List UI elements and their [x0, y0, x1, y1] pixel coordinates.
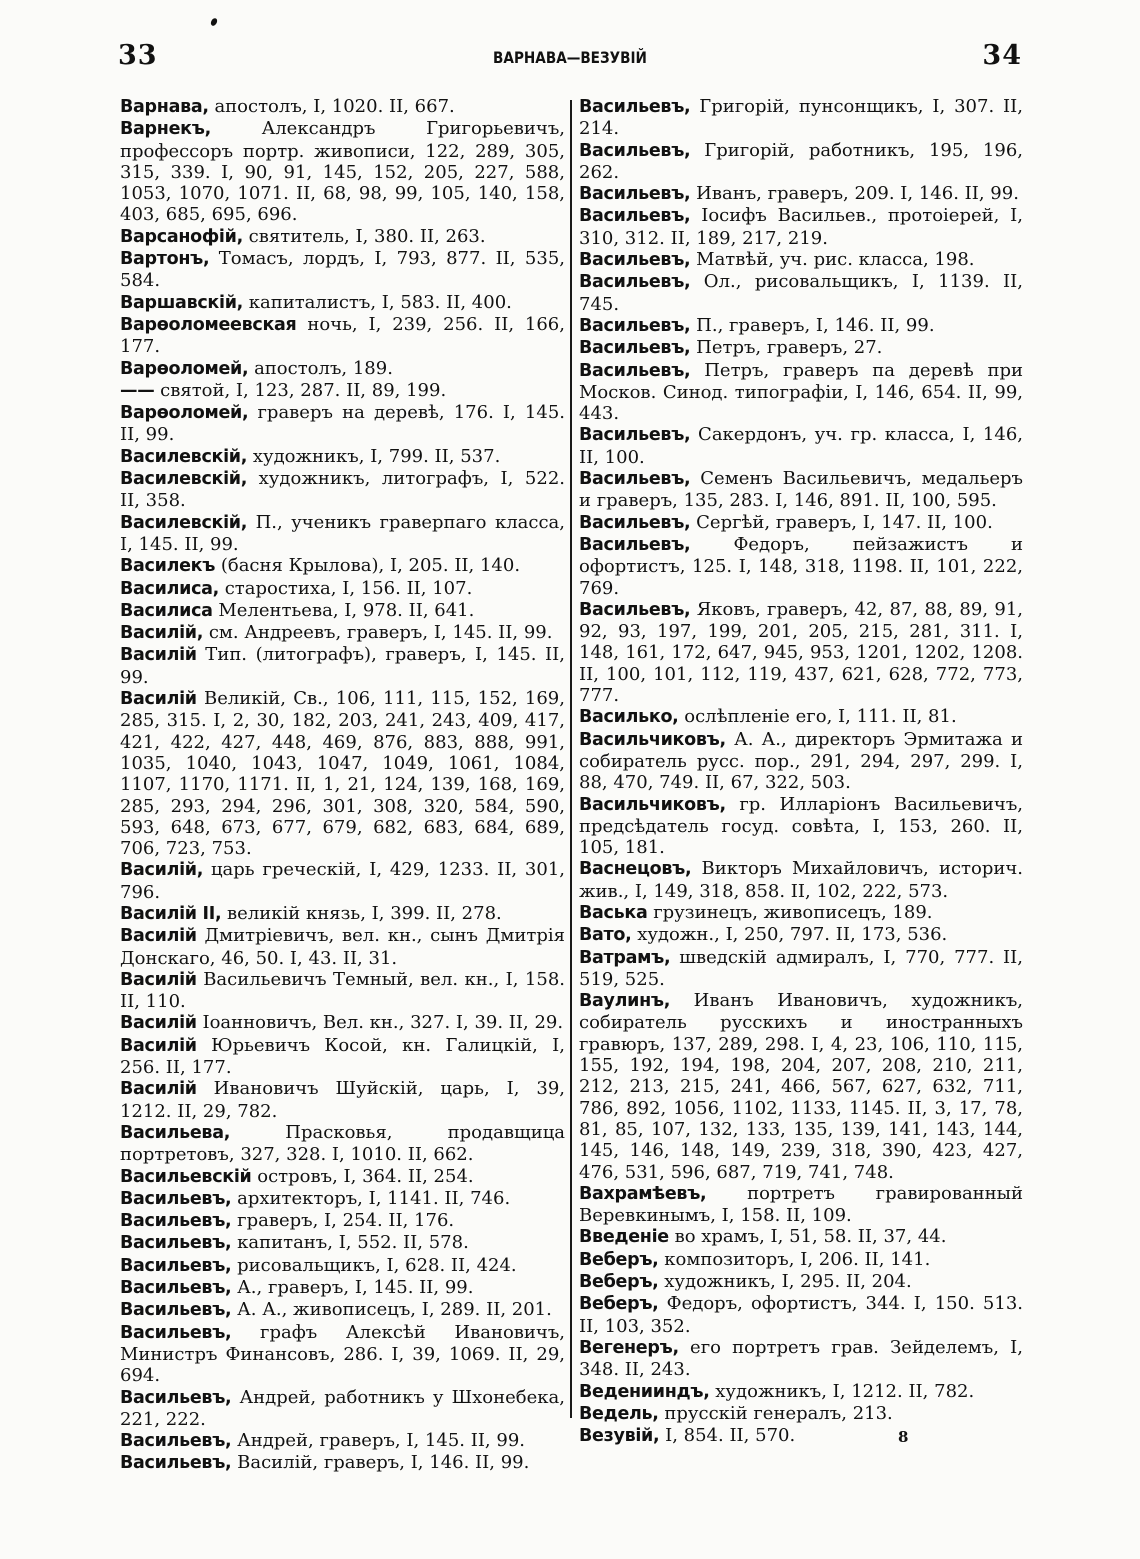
entry-headword: Василій: [120, 1079, 197, 1100]
entry-headword: Васильевъ,: [579, 534, 691, 555]
entry-headword: Варнекъ,: [120, 119, 211, 140]
entry-text: Петръ, граверъ па деревѣ при Москов. Синод. типографіи, I, 146, 654. II, 99, 443.: [579, 359, 1023, 425]
signature-mark: 8: [898, 1428, 909, 1446]
entry-text: великій князь, I, 399. II, 278.: [221, 902, 502, 924]
entry-headword: Васильевъ,: [120, 1233, 232, 1254]
entry-headword: Васнецовъ,: [579, 859, 692, 880]
entry-text: Іосифъ Васильев., протоіерей, I, 310, 312. II, 189, 217, 219.: [579, 205, 1023, 249]
index-entry: [98, 118, 565, 225]
entry-headword: Васильевъ,: [579, 338, 691, 359]
entry-headword: Васька: [579, 902, 648, 923]
entry-text: А., граверъ, I, 145. II, 99.: [231, 1277, 474, 1299]
index-entry: [98, 358, 565, 380]
right-column: [579, 96, 1023, 1447]
entry-text: Иванъ Ивановичъ, художникъ, собиратель русскихъ и иностранныхъ гравюръ, 137, 289, 298. I, 4, 23, 106, 110, 115, 155, 192, 194, 198, 204, 207, 208, 210, 211, 212, 213, 215, 241, 466, 567, 627, 632, 711, 786, 892, 1056, 1102, 1133, 1145. II, 3, 17, 78, 81, 85, 107, 132, 133, 135, 139, 141, 143, 144, 145, 146, 148, 149, 239, 318, 390, 423, 427, 476, 531, 596, 687, 719, 741, 748.: [579, 990, 1023, 1183]
entry-headword: Василевскій,: [120, 469, 248, 490]
entry-text: Григорій, пунсонщикъ, I, 307. II, 214.: [579, 96, 1023, 140]
entry-text: Дмитріевичъ, вел. кн., сынъ Дмитрія Донскаго, 46, 50. I, 43. II, 31.: [120, 925, 565, 969]
entry-text: Тип. (литографъ), граверъ, I, 145. II, 99.: [120, 644, 565, 688]
entry-headword: Вартонъ,: [120, 249, 210, 270]
entry-text: грузинецъ, живописецъ, 189.: [647, 901, 933, 923]
entry-headword: Варѳоломей,: [120, 358, 249, 379]
entry-headword: Василиса: [120, 600, 213, 621]
entry-text: Федоръ, офортистъ, 344. I, 150. 513. II, 103, 352.: [579, 1293, 1023, 1337]
index-entry: [98, 1078, 565, 1122]
entry-text: художникъ, I, 799. II, 537.: [247, 445, 501, 467]
index-entry: [98, 248, 565, 292]
entry-text: см. Андреевъ, граверъ, I, 145. II, 99.: [203, 622, 553, 644]
entry-text: Андрей, граверъ, I, 145. II, 99.: [231, 1430, 526, 1452]
entry-headword: Веберъ,: [579, 1249, 659, 1270]
entry-headword: Василій: [120, 645, 197, 666]
entry-headword: Варшавскій,: [120, 292, 244, 313]
entry-text: художникъ, литографъ, I, 522. II, 358.: [120, 468, 565, 512]
entry-text: А. А., живописецъ, I, 289. II, 201.: [231, 1299, 552, 1321]
index-entry: [557, 794, 1023, 859]
entry-headword: Васильевъ,: [120, 1322, 232, 1343]
index-entry: [98, 1012, 565, 1034]
index-entry: [98, 1277, 565, 1299]
entry-headword: Васильевъ,: [579, 206, 691, 227]
index-entry: [557, 249, 1023, 271]
entry-text: Великій, Св., 106, 111, 115, 152, 169, 285, 315. I, 2, 30, 182, 203, 241, 243, 409, 417, 421, 422, 427, 448, 469, 876, 883, 888, 991, 1035, 1040, 1043, 1047, 1049, 1061, 1084, 1107, 1170, 1171. II, 1, 21, 124, 139, 168, 169, 285, 293, 294, 296, 301, 308, 320, 584, 590, 593, 648, 673, 677, 679, 682, 683, 684, 689, 706, 723, 753.: [120, 688, 565, 860]
entry-headword: Васильевъ,: [120, 1188, 232, 1209]
entry-headword: Васильевъ,: [579, 184, 691, 205]
entry-headword: Василій: [120, 969, 197, 990]
index-entry: [98, 1188, 565, 1210]
index-entry: [557, 902, 1023, 924]
entry-text: художникъ, I, 1212. II, 782.: [709, 1380, 975, 1402]
entry-headword: Васильевъ,: [120, 1278, 232, 1299]
entry-headword: Василій,: [120, 860, 204, 881]
entry-text: граверъ на деревѣ, 176. I, 145. II, 99.: [120, 402, 565, 446]
entry-headword: ——: [120, 380, 155, 401]
entry-headword: Васильевъ,: [120, 1211, 232, 1232]
index-entry: [98, 446, 565, 468]
index-entry: [98, 1452, 565, 1474]
entry-text: I, 854. II, 570.: [659, 1425, 796, 1447]
entry-text: композиторъ, I, 206. II, 141.: [658, 1248, 931, 1270]
index-entry: [557, 512, 1023, 534]
entry-headword: Васильевъ,: [120, 1387, 232, 1408]
entry-headword: Васильчиковъ,: [579, 794, 726, 815]
index-entry: [98, 969, 565, 1013]
entry-headword: Васильевъ,: [579, 250, 691, 271]
entry-headword: Василій: [120, 689, 197, 710]
index-entry: [557, 534, 1023, 599]
entry-text: капитанъ, I, 552. II, 578.: [231, 1232, 469, 1254]
entry-headword: Васильчиковъ,: [579, 729, 726, 750]
index-entry: [98, 1035, 565, 1079]
entry-headword: Васильевъ,: [120, 1453, 232, 1474]
entry-headword: Васильевъ,: [579, 512, 691, 533]
entry-text: Ивановичъ Шуйскій, царь, I, 39, 1212. II, 29, 782.: [120, 1078, 565, 1122]
index-entry: [557, 924, 1023, 946]
index-entry: [557, 205, 1023, 249]
entry-text: Сергѣй, граверъ, I, 147. II, 100.: [690, 511, 993, 533]
index-entry: [98, 1210, 565, 1232]
entry-text: во храмъ, I, 51, 58. II, 37, 44.: [668, 1226, 947, 1248]
entry-text: Прасковья, продавщица портретовъ, 327, 328. I, 1010. II, 662.: [120, 1121, 565, 1166]
ink-spot: [210, 17, 219, 27]
index-entry: [98, 1430, 565, 1452]
index-entry: [98, 380, 565, 402]
entry-text: Викторъ Михайловичъ, историч. жив., I, 149, 318, 858. II, 102, 222, 573.: [579, 858, 1023, 902]
entry-headword: Веберъ,: [579, 1294, 659, 1315]
entry-headword: Васильевъ,: [579, 599, 691, 620]
entry-headword: Варсанофій,: [120, 226, 243, 247]
entry-headword: Варѳоломей,: [120, 403, 249, 424]
entry-headword: Васильевъ,: [579, 469, 691, 490]
index-entry: [557, 1425, 1023, 1447]
entry-headword: Везувій,: [579, 1426, 660, 1447]
entry-text: прусскій генералъ, 213.: [658, 1402, 893, 1424]
index-entry: [98, 578, 565, 600]
index-entry: [557, 468, 1023, 512]
entry-headword: Вегенеръ,: [579, 1337, 679, 1358]
entry-text: П., граверъ, I, 146. II, 99.: [690, 314, 935, 336]
entry-text: Юрьевичъ Косой, кн. Галицкій, I, 256. II, 177.: [120, 1034, 565, 1079]
entry-text: гр. Илларіонъ Васильевичъ, предсѣдатель госуд. совѣта, I, 153, 260. II, 105, 181.: [579, 793, 1023, 859]
entry-headword: Васильевъ,: [579, 140, 691, 161]
entry-text: Томасъ, лордъ, I, 793, 877. II, 535, 584.: [120, 248, 565, 292]
index-entry: [557, 183, 1023, 205]
entry-headword: Васильевъ,: [579, 425, 691, 446]
entry-headword: Васильевъ,: [120, 1255, 232, 1276]
right-page-number: 34: [982, 40, 1022, 71]
index-entry: [557, 96, 1023, 140]
index-entry: [557, 858, 1023, 902]
index-entry: [98, 402, 565, 446]
entry-text: Семенъ Васильевичъ, медальеръ и граверъ, 135, 283. I, 146, 891. II, 100, 595.: [579, 468, 1023, 512]
entry-text: апостолъ, I, 1020. II, 667.: [208, 96, 455, 117]
entry-text: островъ, I, 364. II, 254.: [251, 1165, 474, 1187]
index-entry: [98, 314, 565, 358]
index-entry: [98, 468, 565, 512]
index-entry: [557, 1226, 1023, 1248]
entry-headword: Васильевъ,: [579, 97, 691, 117]
index-entry: [557, 140, 1023, 184]
entry-headword: Введеніе: [579, 1227, 669, 1248]
entry-text: шведскій адмиралъ, I, 770, 777. II, 519, 525.: [579, 946, 1023, 990]
entry-text: Федоръ, пейзажистъ и офортистъ, 125. I, 148, 318, 1198. II, 101, 222, 769.: [579, 533, 1023, 599]
entry-text: старостиха, I, 156. II, 107.: [219, 577, 473, 599]
index-entry: [557, 1183, 1023, 1227]
index-entry: [98, 859, 565, 903]
entry-text: капиталистъ, I, 583. II, 400.: [243, 291, 512, 313]
index-entry: [98, 96, 565, 118]
entry-text: Матвѣй, уч. рис. класса, 198.: [690, 249, 975, 271]
entry-text: Александръ Григорьевичъ, профессоръ портр. живописи, 122, 289, 305, 315, 339. I, 90, 91, 145, 152, 205, 227, 588, 1053, 1070, 1071. II, 68, 98, 99, 105, 140, 158, 403, 685, 695, 696.: [120, 118, 565, 226]
page-header: [0, 40, 1140, 80]
entry-text: царь греческій, I, 429, 1233. II, 301, 796.: [120, 859, 565, 903]
entry-headword: Васильевъ,: [579, 315, 691, 336]
index-entry: [557, 1381, 1023, 1403]
index-entry: [557, 729, 1023, 794]
entry-headword: Вахрамѣевъ,: [579, 1183, 707, 1204]
entry-text: А. А., директоръ Эрмитажа и собиратель русс. пор., 291, 294, 297, 299. I, 88, 470, 749. II, 67, 322, 503.: [579, 728, 1023, 794]
index-entry: [98, 600, 565, 622]
index-entry: [98, 1232, 565, 1254]
entry-headword: Василевскій,: [120, 512, 248, 533]
entry-text: Иванъ, граверъ, 209. I, 146. II, 99.: [690, 183, 1019, 205]
entry-text: апостолъ, 189.: [248, 357, 393, 379]
index-entry: [98, 925, 565, 969]
index-entry: [98, 622, 565, 644]
entry-text: Мелентьева, I, 978. II, 641.: [212, 599, 475, 621]
index-entry: [557, 990, 1023, 1183]
index-entry: [557, 706, 1023, 728]
entry-headword: Веберъ,: [579, 1272, 659, 1293]
entry-text: граверъ, I, 254. II, 176.: [231, 1210, 455, 1232]
entry-headword: Василій: [120, 1013, 197, 1034]
index-entry: [98, 903, 565, 925]
index-entry: [98, 1387, 565, 1431]
entry-text: его портретъ грав. Зейделемъ, I, 348. II, 243.: [579, 1336, 1023, 1381]
entry-headword: Василій,: [120, 623, 204, 644]
index-entry: [557, 1293, 1023, 1337]
entry-text: святой, I, 123, 287. II, 89, 199.: [154, 379, 447, 401]
entry-headword: Васильева,: [120, 1122, 231, 1143]
index-entry: [98, 1255, 565, 1277]
entry-headword: Василько,: [579, 707, 679, 728]
entry-text: художникъ, I, 295. II, 204.: [658, 1271, 912, 1293]
index-entry: [98, 226, 565, 248]
entry-headword: Васильевъ,: [579, 272, 691, 293]
index-entry: [98, 1166, 565, 1188]
entry-text: графъ Алексѣй Ивановичъ, Министръ Финансовъ, 286. I, 39, 1069. II, 29, 694.: [120, 1321, 565, 1387]
index-entry: [557, 599, 1023, 706]
entry-headword: Василій II,: [120, 903, 222, 924]
entry-text: П., ученикъ граверпаго класса, I, 145. II, 99.: [120, 511, 565, 555]
entry-headword: Васильевъ,: [120, 1300, 232, 1321]
index-entry: [98, 555, 565, 577]
index-entry: [557, 1337, 1023, 1381]
entry-text: Ол., рисовальщикъ, I, 1139. II, 745.: [579, 271, 1023, 315]
left-page-number: 33: [118, 40, 158, 71]
entry-headword: Веденииндъ,: [579, 1381, 710, 1402]
entry-headword: Василій: [120, 926, 197, 947]
index-entry: [557, 271, 1023, 315]
entry-text: Андрей, работникъ у Шхонебека, 221, 222.: [120, 1386, 565, 1430]
entry-headword: Варнава,: [120, 97, 209, 117]
index-entry: [557, 1403, 1023, 1425]
entry-text: Петръ, граверъ, 27.: [690, 337, 883, 359]
entry-headword: Ведель,: [579, 1403, 659, 1424]
entry-headword: Вато,: [579, 925, 632, 946]
entry-headword: Василій: [120, 1035, 197, 1056]
index-entry: [557, 1271, 1023, 1293]
index-entry: [557, 947, 1023, 991]
entry-text: Григорій, работникъ, 195, 196, 262.: [579, 139, 1023, 183]
entry-headword: Ваулинъ,: [579, 991, 671, 1012]
index-entry: [98, 688, 565, 859]
entry-headword: Василекъ: [120, 556, 216, 577]
running-title: ВАРНАВА—ВЕЗУВІЙ: [493, 48, 647, 67]
entry-headword: Василевскій,: [120, 446, 248, 467]
index-entry: [98, 292, 565, 314]
left-column: [120, 96, 565, 1475]
index-entry: [557, 424, 1023, 468]
entry-headword: Ватрамъ,: [579, 947, 671, 968]
index-entry: [98, 512, 565, 556]
entry-headword: Варѳоломеевская: [120, 314, 297, 335]
entry-text: Василій, граверъ, I, 146. II, 99.: [231, 1452, 530, 1474]
entry-text: ослѣпленіе его, I, 111. II, 81.: [678, 706, 957, 728]
index-entry: [557, 360, 1023, 425]
entry-text: Іоанновичъ, Вел. кн., 327. I, 39. II, 29.: [196, 1012, 564, 1034]
entry-headword: Васильевъ,: [120, 1431, 232, 1452]
index-entry: [98, 1322, 565, 1387]
entry-text: Сакердонъ, уч. гр. класса, I, 146, II, 100.: [579, 424, 1023, 468]
index-entry: [98, 644, 565, 688]
entry-headword: Васильевскій: [120, 1166, 252, 1187]
index-entry: [98, 1122, 565, 1166]
entry-text: архитекторъ, I, 1141. II, 746.: [231, 1187, 511, 1209]
index-entry: [557, 1249, 1023, 1271]
entry-headword: Васильевъ,: [579, 360, 691, 381]
entry-text: (басня Крылова), I, 205. II, 140.: [215, 555, 521, 577]
entry-text: святитель, I, 380. II, 263.: [242, 225, 486, 247]
entry-text: портретъ гравированный Веревкинымъ, I, 158. II, 109.: [579, 1182, 1023, 1227]
entry-text: рисовальщикъ, I, 628. II, 424.: [231, 1254, 517, 1276]
index-entry: [557, 315, 1023, 337]
index-entry: [557, 337, 1023, 359]
index-entry: [98, 1299, 565, 1321]
entry-text: ночь, I, 239, 256. II, 166, 177.: [120, 313, 565, 358]
entry-text: Васильевичъ Темный, вел. кн., I, 158. II, 110.: [120, 968, 565, 1013]
entry-text: художн., I, 250, 797. II, 173, 536.: [631, 924, 948, 946]
entry-headword: Василиса,: [120, 578, 219, 599]
entry-text: Яковъ, граверъ, 42, 87, 88, 89, 91, 92, 93, 197, 199, 201, 205, 215, 281, 311. I, 148, 161, 172, 647, 945, 953, 1201, 1202, 1208. II, 100, 101, 112, 119, 437, 621, 628, 772, 773, 777.: [579, 598, 1023, 707]
